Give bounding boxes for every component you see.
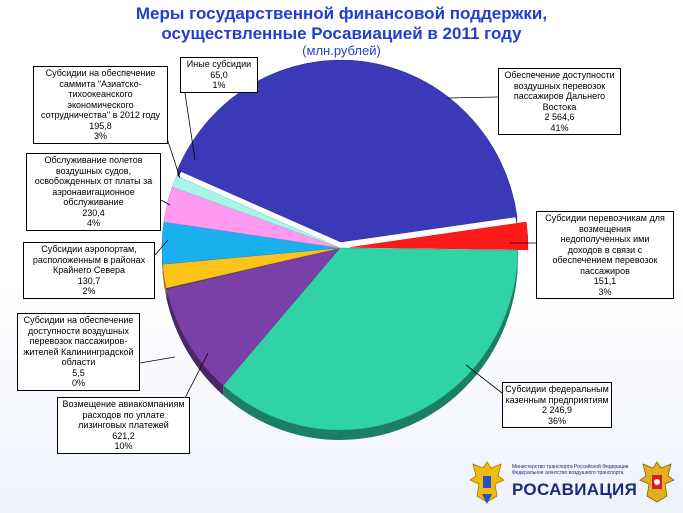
label-apec-line: саммита "Азиатско- (59, 78, 142, 89)
chart-title: Меры государственной финансовой поддержки, (135, 4, 548, 23)
label-far-east-line: Востока (542, 101, 577, 112)
label-air-nav-value: 230,4 (82, 207, 105, 218)
ministry-line1: Министерство транспорта Российской Федерации (512, 464, 629, 470)
label-fkp-line: Субсидии федеральным (505, 384, 609, 394)
label-north-line: расположенным в районах (32, 254, 146, 265)
label-fkp-value: 2 246,9 (541, 405, 573, 415)
label-leasing-pct: 10% (114, 441, 133, 451)
label-kaliningrad-line: доступности воздушных (28, 325, 129, 336)
label-kaliningrad-pct: 0% (71, 378, 85, 388)
label-carriers-line: возмещения (578, 223, 632, 234)
label-air-nav-line: Обслуживание полетов (44, 155, 143, 165)
label-north (23, 242, 155, 299)
label-far-east-pct: 41% (550, 122, 569, 133)
eagle-emblem-icon (468, 458, 506, 506)
eagle-emblem-icon (638, 458, 676, 506)
label-north-line: Крайнего Севера (52, 265, 126, 275)
label-kaliningrad (17, 313, 140, 391)
label-apec-line: экономического (67, 99, 134, 110)
label-far-east-line: Обеспечение доступности (504, 70, 615, 80)
label-air-nav-line: воздушных судов, (55, 165, 132, 176)
label-other-line: Иные субсидии (186, 59, 252, 69)
label-leasing-line: лизинговых платежей (78, 420, 169, 430)
label-leasing (57, 397, 190, 454)
label-kaliningrad-line: Субсидии на обеспечение (23, 315, 134, 325)
ministry-line2: Федеральное агентство воздушного транспорта (512, 470, 624, 476)
label-far-east (498, 68, 621, 135)
agency-name: РОСАВИАЦИЯ (512, 480, 638, 499)
label-carriers-line: недополученных ими (560, 234, 650, 244)
label-kaliningrad-value: 5,5 (72, 367, 85, 378)
label-carriers-line: Субсидии перевозчикам для (545, 213, 665, 223)
label-far-east-line: воздушных перевозок (513, 80, 606, 91)
right-eagle-emblem (638, 458, 676, 511)
label-carriers-value: 151,1 (593, 276, 617, 286)
label-carriers-pct: 3% (598, 286, 612, 297)
label-north-value: 130,7 (77, 275, 101, 286)
ministry-text (512, 464, 642, 476)
label-north-line: Субсидии аэропортам, (41, 244, 137, 254)
label-carriers (536, 211, 674, 299)
label-air-nav-line: обслуживание (63, 197, 124, 207)
label-carriers-line: обеспечением перевозок (552, 255, 658, 265)
label-apec-pct: 3% (93, 131, 107, 141)
label-carriers-line: пассажиров (580, 265, 630, 276)
label-leasing-value: 621,2 (112, 430, 135, 441)
label-leasing-line: Возмещение авиакомпаниям (62, 399, 185, 409)
label-apec-line: Субсидии на обеспечение (45, 68, 156, 78)
label-far-east-value: 2 564,6 (544, 112, 575, 122)
label-apec-line: тихоокеанского (68, 89, 133, 99)
left-eagle-emblem (468, 458, 506, 511)
label-leasing-line: расходов по уплате (82, 409, 165, 420)
chart-title-line2: осуществленные Росавиацией в 2011 году (161, 24, 522, 43)
label-apec-line: сотрудничества" в 2012 году (40, 110, 161, 120)
label-other-value: 65,0 (210, 69, 228, 80)
label-other (180, 57, 258, 93)
label-far-east-line: пассажиров Дальнего (513, 91, 606, 101)
label-air-nav-line: аэронавигационное (52, 186, 135, 197)
label-carriers-line: доходов в связи с (567, 244, 643, 255)
label-fkp (502, 382, 612, 428)
label-fkp-pct: 36% (547, 415, 566, 426)
label-air-nav-pct: 4% (86, 218, 100, 228)
label-north-pct: 2% (82, 286, 96, 296)
label-kaliningrad-line: жителей Калининградской (23, 346, 134, 357)
label-other-pct: 1% (212, 80, 226, 90)
label-air-nav (26, 153, 161, 231)
label-air-nav-line: освобожденных от платы за (34, 176, 153, 186)
label-fkp-line: казенным предприятиям (505, 394, 609, 405)
label-kaliningrad-line: перевозок пассажиров- (29, 336, 128, 346)
label-kaliningrad-line: области (61, 357, 96, 367)
label-apec (33, 66, 168, 144)
label-apec-value: 195,8 (89, 120, 112, 131)
chart-subtitle: (млн.рублей) (302, 43, 381, 58)
